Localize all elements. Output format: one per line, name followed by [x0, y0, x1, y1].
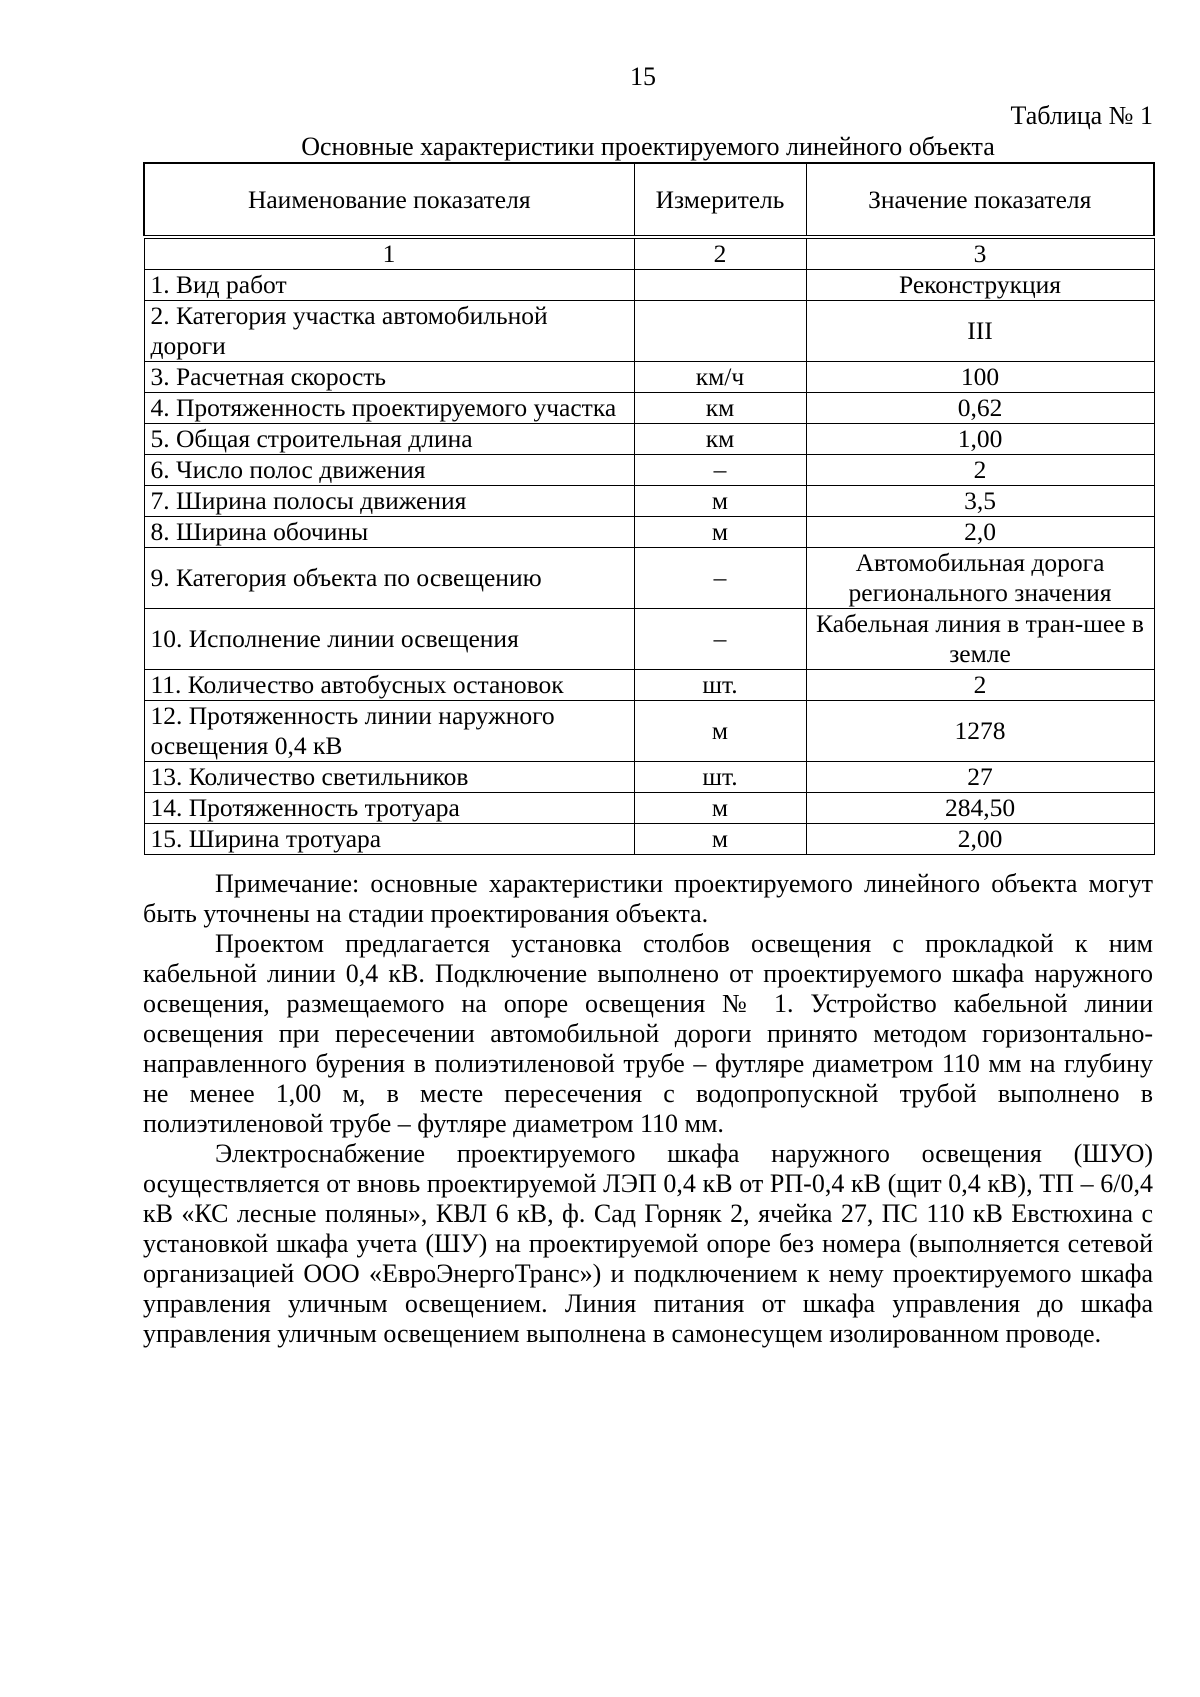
row-unit: км [634, 424, 806, 455]
body-paragraph: Электроснабжение проектируемого шкафа наружного освещения (ШУО) осуществляется от вновь проектируемой ЛЭП 0,4 кВ от РП-0,4 кВ (щит 0,4 кВ), ТП – 6/0,4 кВ «КС лесные поляны», КВЛ 6 кВ, ф. Сад Горняк 2, ячейка 27, ПС 110 кВ Евстюхина с установкой шкафа учета (ШУ) на проектируемой опоре без номера (выполняется сетевой организацией ООО «ЕвроЭнергоТранс») и подключением к нему проектируемого шкафа управления уличным освещением. Линия питания от шкафа управления до шкафа управления уличным освещением выполнена в самонесущем изолированном проводе. [143, 1139, 1153, 1348]
row-unit: м [634, 517, 806, 548]
table-row [144, 486, 1154, 517]
body-paragraph: Проектом предлагается установка столбов освещения с прокладкой к ним кабельной линии 0,4 кВ. Подключение выполнено от проектируемого шкафа наружного освещения, размещаемого на опоре освещения № 1. Устройство кабельной линии освещения при пересечении автомобильной дороги принято методом горизонтально-направленного бурения в полиэтиленовой трубе – футляре диаметром 110 мм на глубину не менее 1,00 м, в месте пересечения с водопропускной трубой выполнено в полиэтиленовой трубе – футляре диаметром 110 мм. [143, 929, 1153, 1138]
table-row [144, 824, 1154, 855]
row-value: 1278 [806, 701, 1154, 762]
document-page [143, 60, 1153, 1349]
page-number: 15 [630, 62, 656, 91]
row-value: 2,00 [806, 824, 1154, 855]
row-name: 8. Ширина обочины [144, 517, 634, 548]
column-number: 2 [634, 239, 806, 270]
row-name: 4. Протяженность проектируемого участка [144, 393, 634, 424]
row-name: 9. Категория объекта по освещению [144, 548, 634, 609]
table-row [144, 362, 1154, 393]
table-caption: Основные характеристики проектируемого линейного объекта [301, 132, 995, 161]
body-text [143, 869, 1153, 1349]
table-row [144, 270, 1154, 301]
table-row [144, 793, 1154, 824]
row-value: 284,50 [806, 793, 1154, 824]
table-row [144, 609, 1154, 670]
row-unit: км [634, 393, 806, 424]
row-name: 5. Общая строительная длина [144, 424, 634, 455]
table-label: Таблица № 1 [1010, 101, 1153, 130]
row-name: 15. Ширина тротуара [144, 824, 634, 855]
row-unit: м [634, 793, 806, 824]
header-value: Значение показателя [806, 163, 1154, 236]
row-name: 10. Исполнение линии освещения [144, 609, 634, 670]
row-name: 14. Протяженность тротуара [144, 793, 634, 824]
note-paragraph: Примечание: основные характеристики проектируемого линейного объекта могут быть уточнены на стадии проектирования объекта. [143, 869, 1153, 928]
row-value: Кабельная линия в тран-шее в земле [806, 609, 1154, 670]
row-unit [634, 301, 806, 362]
row-value: 3,5 [806, 486, 1154, 517]
row-value: III [806, 301, 1154, 362]
row-unit: – [634, 609, 806, 670]
row-unit: км/ч [634, 362, 806, 393]
row-name: 12. Протяженность линии наружного освещения 0,4 кВ [144, 701, 634, 762]
table-row [144, 762, 1154, 793]
row-name: 13. Количество светильников [144, 762, 634, 793]
row-unit: шт. [634, 762, 806, 793]
row-name: 1. Вид работ [144, 270, 634, 301]
table-row [144, 517, 1154, 548]
row-name: 2. Категория участка автомобильной дороги [144, 301, 634, 362]
row-unit: – [634, 548, 806, 609]
row-value: Реконструкция [806, 270, 1154, 301]
row-value: 27 [806, 762, 1154, 793]
row-value: Автомобильная дорога регионального значения [806, 548, 1154, 609]
table-row [144, 548, 1154, 609]
row-value: 100 [806, 362, 1154, 393]
column-number-row [144, 239, 1154, 270]
row-unit [634, 270, 806, 301]
table-row [144, 424, 1154, 455]
row-unit: – [634, 455, 806, 486]
row-value: 2 [806, 670, 1154, 701]
table-row [144, 301, 1154, 362]
row-unit: м [634, 486, 806, 517]
row-name: 11. Количество автобусных остановок [144, 670, 634, 701]
row-name: 6. Число полос движения [144, 455, 634, 486]
header-name: Наименование показателя [144, 163, 634, 236]
row-value: 2 [806, 455, 1154, 486]
row-name: 3. Расчетная скорость [144, 362, 634, 393]
row-unit: шт. [634, 670, 806, 701]
table-row [144, 455, 1154, 486]
row-value: 0,62 [806, 393, 1154, 424]
row-name: 7. Ширина полосы движения [144, 486, 634, 517]
table-row [144, 701, 1154, 762]
table-row [144, 393, 1154, 424]
row-value: 1,00 [806, 424, 1154, 455]
row-unit: м [634, 701, 806, 762]
column-number: 1 [144, 239, 634, 270]
table-row [144, 670, 1154, 701]
header-unit: Измеритель [634, 163, 806, 236]
table-header-row [144, 163, 1154, 236]
row-unit: м [634, 824, 806, 855]
column-number: 3 [806, 239, 1154, 270]
row-value: 2,0 [806, 517, 1154, 548]
characteristics-table [143, 162, 1155, 855]
